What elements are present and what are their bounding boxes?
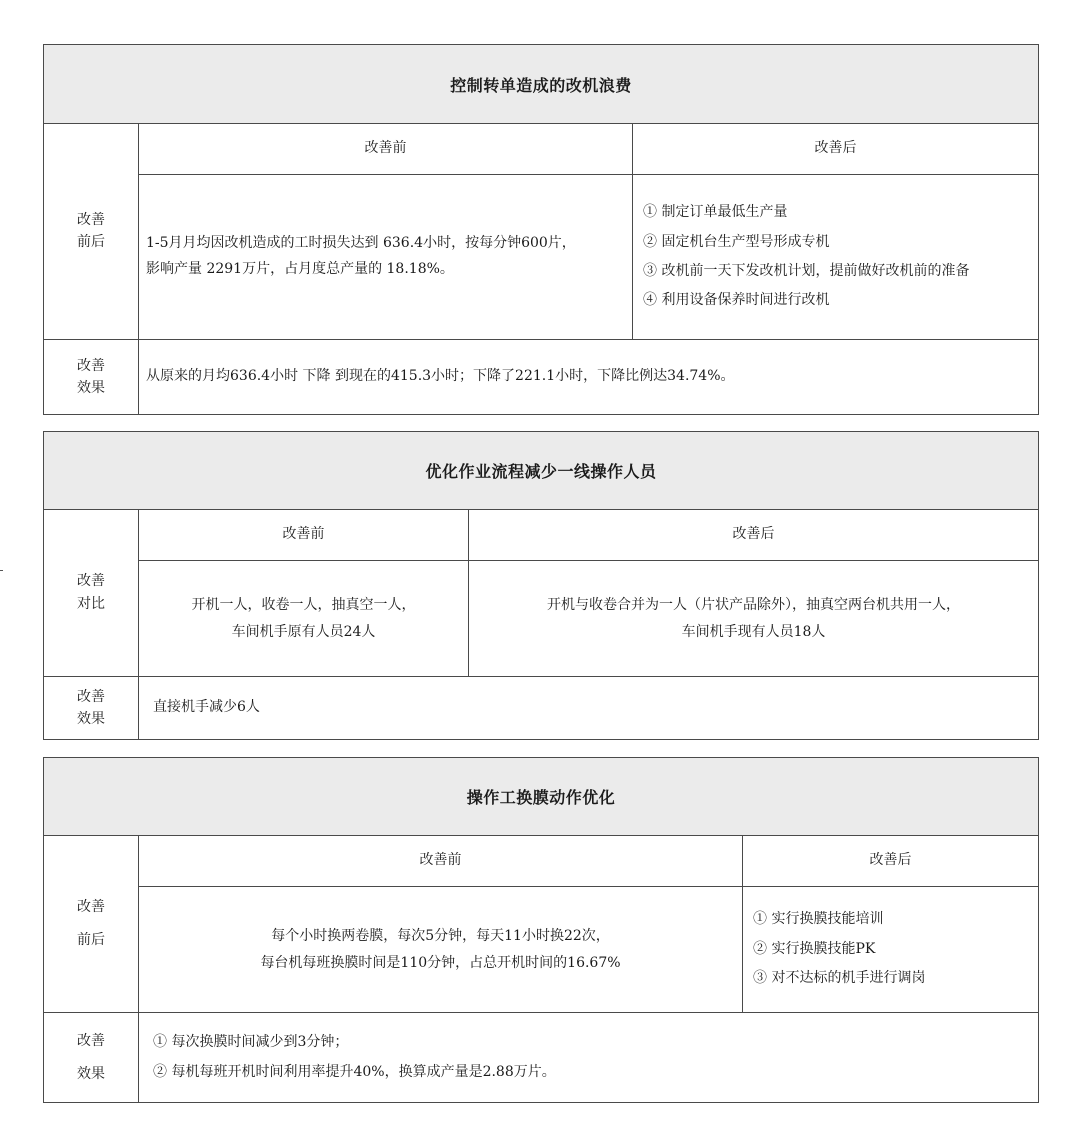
compare-label-line2: 前后 bbox=[77, 234, 105, 250]
before-line-2: 每台机每班换膜时间是110分钟，占总开机时间的16.67% bbox=[260, 954, 621, 971]
compare-label bbox=[44, 835, 139, 1012]
before-header: 改善前 bbox=[139, 509, 469, 561]
effect-content bbox=[139, 676, 1038, 739]
section-film-change bbox=[43, 757, 1039, 1103]
after-item-4: ④ 利用设备保养时间进行改机 bbox=[643, 292, 830, 309]
section-title: 优化作业流程减少一线操作人员 bbox=[44, 432, 1038, 510]
after-item-2: ② 固定机台生产型号形成专机 bbox=[643, 233, 830, 250]
compare-label-line1: 改善 bbox=[77, 211, 105, 228]
before-header: 改善前 bbox=[139, 123, 633, 175]
before-line-1: 1-5月月均因改机造成的工时损失达到 636.4小时，按每分钟600片， bbox=[146, 235, 576, 252]
after-header: 改善后 bbox=[469, 509, 1038, 561]
compare-label-line2: 前后 bbox=[77, 931, 105, 948]
after-line-1: 开机与收卷合并为一人（片状产品除外），抽真空两台机共用一人， bbox=[547, 596, 960, 613]
effect-item-2: ② 每机每班开机时间利用率提升40%，换算成产量是2.88万片。 bbox=[153, 1063, 556, 1080]
effect-text: 从原来的月均636.4小时 下降 到现在的415.3小时；下降了221.1小时，下降比例达34.74%。 bbox=[146, 368, 735, 385]
effect-text: 直接机手减少6人 bbox=[153, 699, 260, 716]
effect-label-line1: 改善 bbox=[77, 688, 105, 705]
before-line-2: 影响产量 2291万片，占月度总产量的 18.18%。 bbox=[146, 261, 454, 277]
after-item-1: ① 制定订单最低生产量 bbox=[643, 204, 788, 221]
after-content bbox=[469, 561, 1038, 676]
effect-label bbox=[44, 1012, 139, 1102]
before-content bbox=[139, 561, 469, 676]
after-header: 改善后 bbox=[633, 123, 1038, 175]
after-item-3: ③ 对不达标的机手进行调岗 bbox=[753, 970, 926, 987]
before-content bbox=[139, 175, 633, 339]
compare-label-line1: 改善 bbox=[77, 899, 105, 916]
section-changeover-waste bbox=[43, 44, 1039, 415]
effect-label-line2: 效果 bbox=[77, 711, 105, 727]
effect-item-1: ① 每次换膜时间减少到3分钟； bbox=[153, 1034, 349, 1051]
edge-mark bbox=[0, 570, 3, 571]
effect-label-line2: 效果 bbox=[77, 380, 105, 396]
compare-label-line1: 改善 bbox=[77, 573, 105, 590]
before-line-1: 每个小时换两卷膜，每次5分钟，每天11小时换22次， bbox=[271, 927, 610, 944]
after-item-2: ② 实行换膜技能PK bbox=[753, 940, 876, 957]
before-line-1: 开机一人，收卷一人，抽真空一人， bbox=[191, 596, 416, 613]
before-line-2: 车间机手原有人员24人 bbox=[231, 623, 376, 640]
before-header: 改善前 bbox=[139, 835, 743, 887]
effect-content bbox=[139, 1012, 1038, 1102]
compare-label-line2: 对比 bbox=[77, 595, 105, 612]
section-staff-reduction bbox=[43, 431, 1039, 740]
compare-label bbox=[44, 509, 139, 676]
after-item-1: ① 实行换膜技能培训 bbox=[753, 911, 884, 928]
after-content bbox=[633, 175, 1038, 339]
effect-label bbox=[44, 676, 139, 739]
after-line-2: 车间机手现有人员18人 bbox=[681, 623, 826, 640]
effect-label-line1: 改善 bbox=[77, 357, 105, 374]
effect-label-line2: 效果 bbox=[77, 1065, 105, 1082]
before-content bbox=[139, 887, 743, 1012]
effect-label-line1: 改善 bbox=[77, 1033, 105, 1050]
section-title: 操作工换膜动作优化 bbox=[44, 758, 1038, 836]
compare-label bbox=[44, 123, 139, 339]
effect-label bbox=[44, 339, 139, 414]
effect-content bbox=[139, 339, 1038, 414]
after-header: 改善后 bbox=[743, 835, 1038, 887]
after-content bbox=[743, 887, 1038, 1012]
section-title: 控制转单造成的改机浪费 bbox=[44, 45, 1038, 124]
after-item-3: ③ 改机前一天下发改机计划，提前做好改机前的准备 bbox=[643, 263, 970, 279]
